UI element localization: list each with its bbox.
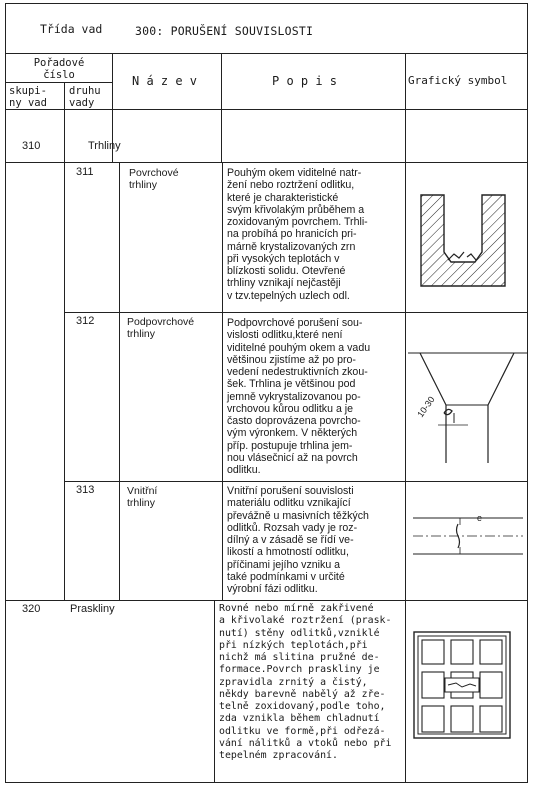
row-description-313: Vnitřní porušení souvislosti materiálu odlitku vznikající převážně u masivních těžkých odlitků. Rozsah vady je roz- dílný a v zásadě se řídí ve- likostí a hmotností odlitku, příčinami jejího vzniku a také podmínkami v určité výrobní fázi odlitku. (227, 485, 369, 595)
row-code-313: 313 (76, 484, 95, 496)
rule-v-col1 (64, 162, 65, 600)
col-graphic-symbol: Grafický symbol (408, 74, 508, 87)
row-description-312: Podpovrchové porušení sou- vislosti odlitku,které není viditelné pouhým okem a vadu většinou zjistíme až po pro- vedení nedestruktivních zkou- šek. Trhlina je většinou pod jemně vykrystalizovanou po- vrchovou kůrou odlitku a je často doprovázena povrcho- vým výronkem. V některých příp. postupuje trhlina jem- nou vlásečnicí až na povrch odlitku. (227, 317, 371, 476)
cold-crack-symbol (412, 630, 512, 740)
row-code-311: 311 (76, 166, 94, 178)
group-name-320: Praskliny (70, 603, 115, 615)
class-title: 300: PORUŠENÍ SOUVISLOSTI (135, 24, 314, 38)
rule-v-col4 (405, 53, 406, 783)
row-name-313: Vnitřní trhliny (127, 485, 158, 510)
rule-row-313 (5, 600, 528, 601)
col-group-number: skupi- ny vad (9, 85, 47, 110)
row-description-311: Pouhým okem viditelné natr- žení nebo roztržení odlitku, které je charakteristické svým křivolakým průběhem a zoxidovaným povrchem. Trhli- na probíhá po hranicích pri- márně krystalizovaných zrn při vysokých teplotách v blízkosti solidu. Otevřené trhliny vznikají nejčastěji v tzv.tepelných uzlech odl. (227, 167, 368, 302)
row-name-311: Povrchové trhliny (129, 167, 179, 192)
rule-header (5, 53, 528, 54)
rule-v-col3 (222, 162, 223, 600)
col-order-number: Pořadové číslo (33, 57, 85, 82)
surface-crack-symbol (418, 190, 518, 290)
rule-row-312 (64, 481, 528, 482)
row-name-312: Podpovrchové trhliny (127, 316, 195, 341)
group-description-320: Rovné nebo mírně zakřivené a křivolaké roztržení (prask- nutí) stěny odlitků,vzniklé při nízkých teplotách,při nichž má slitina pružné de- formace.Povrch praskliny je zpravidla zrnitý a čistý, někdy barevně nabělý až zře- telně zoxidovaný,podle toho, zda vznikla během chladnutí odlitku ve formě,při odřezá- vání nálitků a vtoků nebo při tepelném zpracování. (219, 603, 392, 761)
subsurface-crack-label: 10-30 (415, 394, 437, 420)
rule-v-col1-head (64, 82, 65, 163)
internal-crack-label: e (477, 513, 483, 523)
rule-v-col2 (119, 162, 120, 600)
rule-v-col3-320 (214, 600, 215, 783)
col-defect-number: druhu vady (69, 85, 101, 110)
rule-subheader (5, 82, 112, 83)
rule-v-col3-head (221, 53, 222, 163)
internal-crack-symbol (408, 510, 528, 570)
rule-group-310 (5, 162, 528, 163)
rule-row-311 (64, 312, 528, 313)
class-label: Třída vad (40, 22, 103, 36)
row-code-312: 312 (76, 315, 95, 327)
group-code-310: 310 (22, 140, 41, 152)
group-name-310: Trhliny (88, 140, 121, 152)
col-name: N á z e v (132, 74, 198, 88)
col-description: P o p i s (272, 74, 338, 88)
group-code-320: 320 (22, 603, 41, 615)
